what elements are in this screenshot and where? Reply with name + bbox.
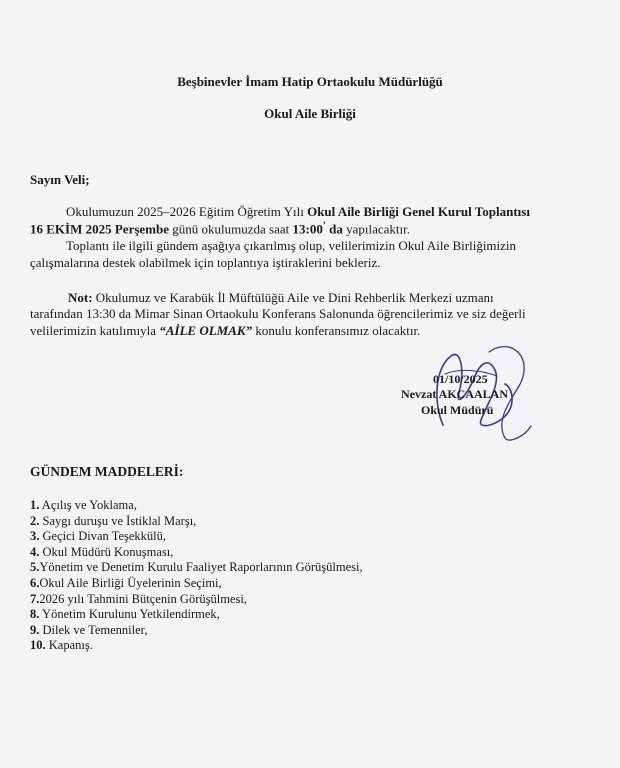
agenda-title: GÜNDEM MADDELERİ: [30, 464, 184, 479]
signer-name: Nevzat AKCAALAN [401, 387, 508, 401]
signer-title: Okul Müdürü [421, 403, 494, 417]
agenda-item: 9. Dilek ve Temenniler, [30, 622, 148, 637]
para1-line4: çalışmalarına destek olabilmek için toplantıya iştiraklerini bekleriz. [30, 255, 381, 270]
agenda-item: 7.2026 yılı Tahmini Bütçenin Görüşülmesi, [30, 591, 247, 606]
signature-date: 01/10/2025 [433, 372, 488, 386]
note-line1: Not: Okulumuz ve Karabük İl Müftülüğü Aile ve Dini Rehberlik Merkezi uzmanı [68, 290, 494, 305]
school-title: Beşbinevler İmam Hatip Ortaokulu Müdürlüğü [177, 74, 443, 89]
agenda-item: 6.Okul Aile Birliği Üyelerinin Seçimi, [30, 575, 222, 590]
agenda-item: 2. Saygı duruşu ve İstiklal Marşı, [30, 513, 197, 528]
para1-line3: Toplantı ile ilgili gündem aşağıya çıkarılmış olup, velilerimizin Okul Aile Birliğimizin [66, 238, 517, 253]
agenda-item: 8. Yönetim Kurulunu Yetkilendirmek, [30, 607, 220, 622]
greeting: Sayın Veli; [30, 172, 90, 187]
agenda-item: 3. Geçici Divan Teşekkülü, [30, 529, 167, 544]
note-label: Not: [68, 290, 93, 305]
agenda-item: 5.Yönetim ve Denetim Kurulu Faaliyet Raporlarının Görüşülmesi, [30, 560, 363, 575]
para1-line2: 16 EKİM 2025 Perşembe günü okulumuzda saat 13:00’ da yapılacaktır. [30, 220, 410, 237]
agenda-item: 1. Açılış ve Yoklama, [30, 498, 137, 512]
para1-line1: Okulumuzun 2025–2026 Eğitim Öğretim Yılı Okul Aile Birliği Genel Kurul Toplantısı [66, 204, 530, 219]
note-line3: velilerimizin katılımıyla “AİLE OLMAK” konulu konferansımız olacaktır. [30, 323, 421, 338]
union-title: Okul Aile Birliği [264, 106, 356, 121]
signature-block [385, 330, 545, 450]
agenda-list [30, 498, 363, 654]
agenda-item: 10. Kapanış. [30, 638, 93, 653]
note-line2: tarafından 13:30 da Mimar Sinan Ortaokulu Konferans Salonunda öğrencilerimiz ve siz değerli [30, 306, 526, 321]
agenda-item: 4. Okul Müdürü Konuşması, [30, 544, 174, 559]
